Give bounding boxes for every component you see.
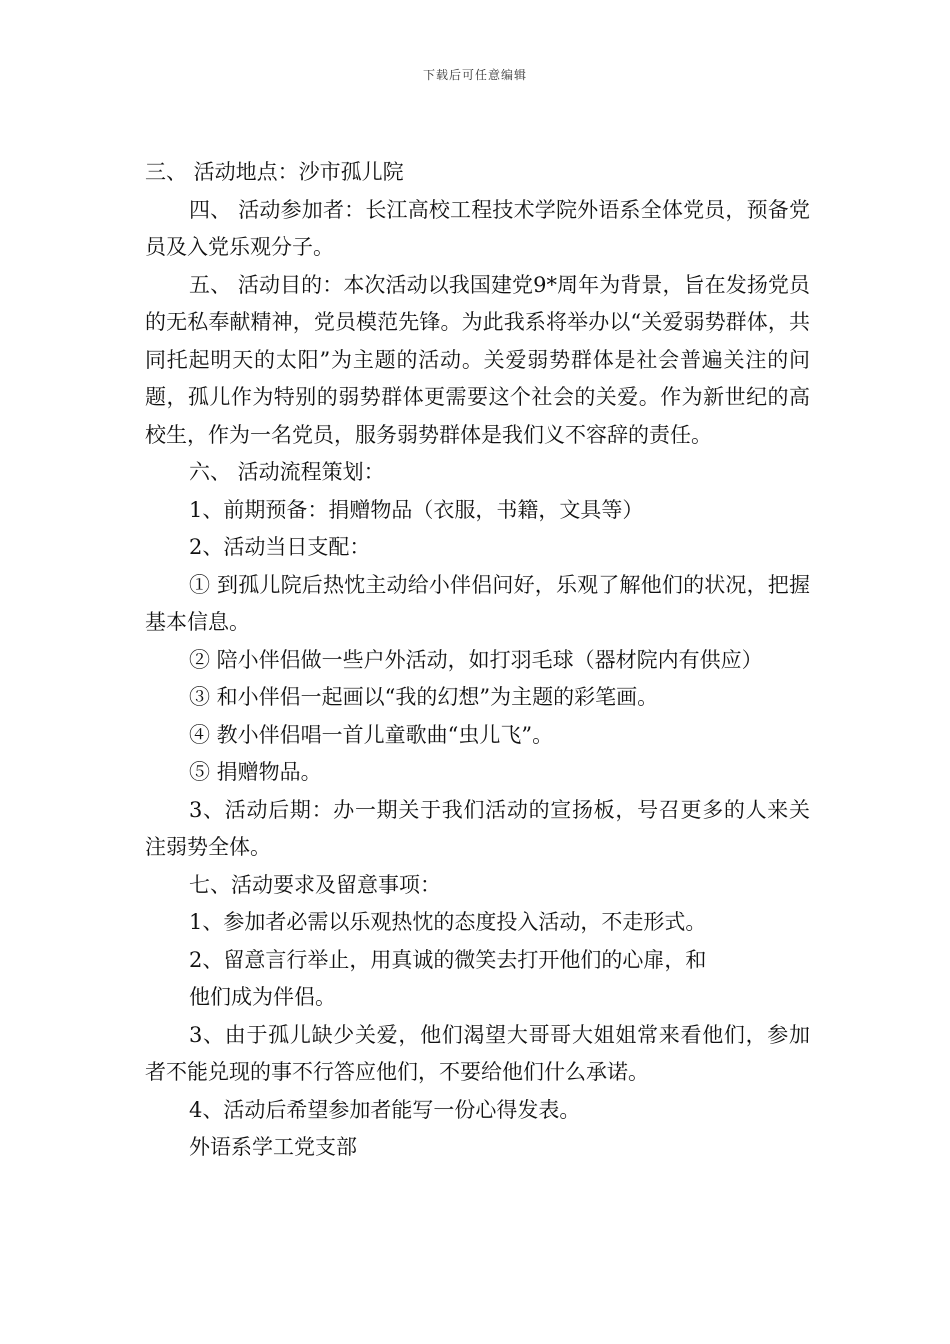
paragraph-followup: 3、活动后期：办一期关于我们活动的宣扬板，号召更多的人来关注弱势全体。	[145, 797, 810, 859]
document-body	[145, 154, 810, 1167]
list-item: ② 陪小伴侣做一些户外活动，如打羽毛球（器材院内有供应）	[189, 647, 763, 672]
list-item: ④ 教小伴侣唱一首儿童歌曲“虫儿飞”。	[189, 722, 554, 747]
page-header: 下载后可任意编辑	[422, 68, 527, 82]
list-item: 3、由于孤儿缺少关爱，他们渴望大哥哥大姐姐常来看他们，参加者不能兑现的事不行答应他们，不要给他们什么承诺。	[145, 1022, 810, 1084]
paragraph-day-arrangement: 2、活动当日支配：	[189, 535, 371, 559]
paragraph-purpose: 五、 活动目的：本次活动以我国建党9*周年为背景，旨在发扬党员的无私奉献精神，党员模范先锋。为此我系将举办以“关爱弱势群体，共同托起明天的太阳”为主题的活动。关爱弱势群体是社会普遍关注的问题，孤儿作为特别的弱势群体更需要这个社会的关爱。作为新世纪的高校生，作为一名党员，服务弱势群体是我们义不容辞的责任。	[145, 272, 810, 447]
list-item: 2、留意言行举止，用真诚的微笑去打开他们的心扉，和	[189, 947, 707, 972]
heading-requirements: 七、活动要求及留意事项：	[189, 872, 441, 897]
list-item-continuation: 他们成为伴侣。	[189, 985, 336, 1009]
list-item: 1、参加者必需以乐观热忱的态度投入活动，不走形式。	[189, 910, 707, 934]
signature-org: 外语系学工党支部	[189, 1135, 357, 1159]
list-item: 4、活动后希望参加者能写一份心得发表。	[189, 1097, 581, 1122]
paragraph-participants: 四、 活动参加者：长江高校工程技术学院外语系全体党员，预备党员及入党乐观分子。	[145, 197, 810, 259]
paragraph-preparation: 1、前期预备：捐赠物品（衣服，书籍，文具等）	[189, 497, 644, 522]
list-item: ③ 和小伴侣一起画以“我的幻想”为主题的彩笔画。	[189, 685, 659, 709]
list-item: ① 到孤儿院后热忱主动给小伴侣问好，乐观了解他们的状况，把握基本信息。	[145, 572, 810, 634]
paragraph-location: 三、 活动地点：沙市孤儿院	[145, 160, 404, 184]
list-item: ⑤ 捐赠物品。	[189, 760, 322, 784]
heading-process: 六、 活动流程策划：	[189, 460, 385, 484]
